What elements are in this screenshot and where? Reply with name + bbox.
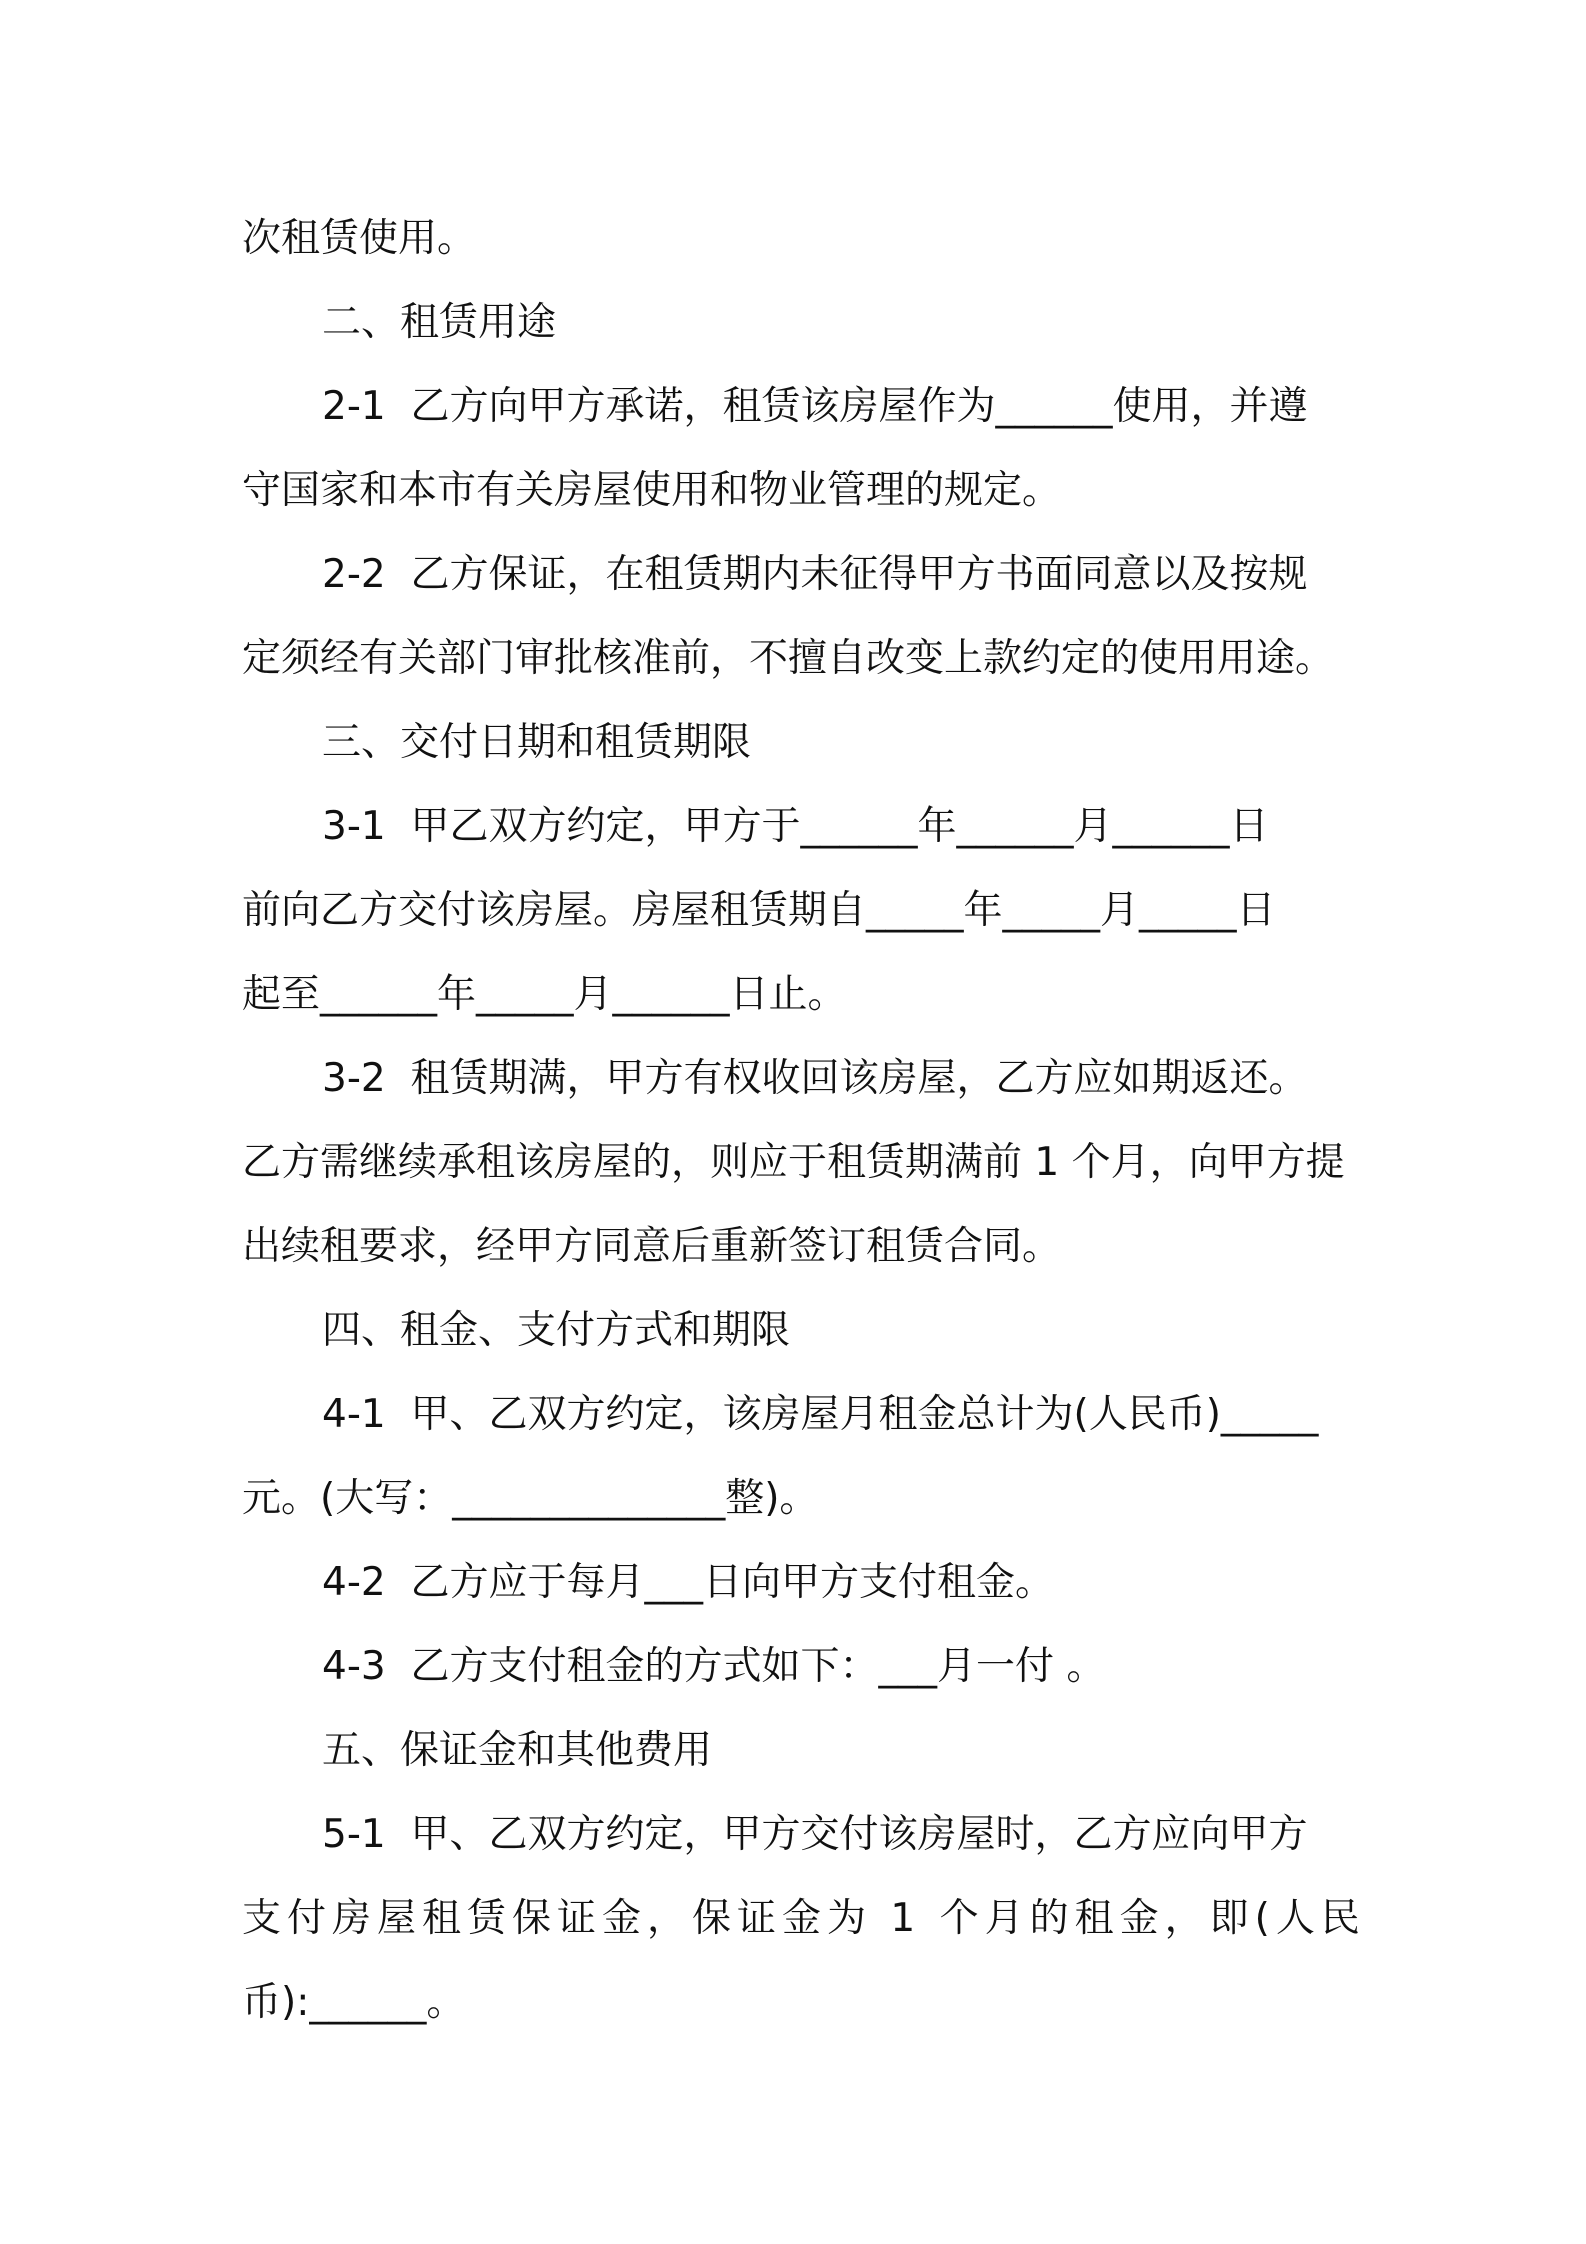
clause-line: 3-2 租赁期满，甲方有权收回该房屋，乙方应如期返还。 xyxy=(322,1056,1308,1101)
clause-line: 5-1 甲、乙双方约定，甲方交付该房屋时，乙方应向甲方 xyxy=(322,1812,1308,1857)
text-line: 起至______年_____月______日止。 xyxy=(242,972,847,1017)
clause-line: 2-2 乙方保证，在租赁期内未征得甲方书面同意以及按规 xyxy=(322,552,1308,597)
clause-line: 3-1 甲乙双方约定，甲方于______年______月______日 xyxy=(322,804,1269,849)
text-line: 定须经有关部门审批核准前，不擅自改变上款约定的使用用途。 xyxy=(242,636,1335,681)
text-line: 次租赁使用。 xyxy=(242,216,477,261)
text-line: 出续租要求，经甲方同意后重新签订租赁合同。 xyxy=(242,1224,1062,1269)
clause-line: 4-2 乙方应于每月___日向甲方支付租金。 xyxy=(322,1560,1054,1605)
clause-line: 4-3 乙方支付租金的方式如下：___月一付 。 xyxy=(322,1644,1106,1689)
clause-line: 4-1 甲、乙双方约定，该房屋月租金总计为(人民币)_____ xyxy=(322,1392,1319,1437)
section-heading: 二、租赁用途 xyxy=(322,300,557,345)
text-line: 乙方需继续承租该房屋的，则应于租赁期满前 1 个月，向甲方提 xyxy=(242,1140,1345,1185)
section-heading: 五、保证金和其他费用 xyxy=(322,1728,713,1773)
clause-line: 2-1 乙方向甲方承诺，租赁该房屋作为______使用，并遵 xyxy=(322,384,1308,429)
text-line: 支付房屋租赁保证金，保证金为 1 个月的租金，即(人民 xyxy=(242,1896,1366,1941)
section-heading: 四、租金、支付方式和期限 xyxy=(322,1308,791,1353)
document-body xyxy=(242,197,1366,2045)
text-line: 守国家和本市有关房屋使用和物业管理的规定。 xyxy=(242,468,1062,513)
text-line: 前向乙方交付该房屋。房屋租赁期自_____年_____月_____日 xyxy=(242,888,1276,933)
text-line: 元。(大写：______________整)。 xyxy=(242,1476,819,1521)
section-heading: 三、交付日期和租赁期限 xyxy=(322,720,752,765)
text-line: 币):______。 xyxy=(242,1980,466,2025)
